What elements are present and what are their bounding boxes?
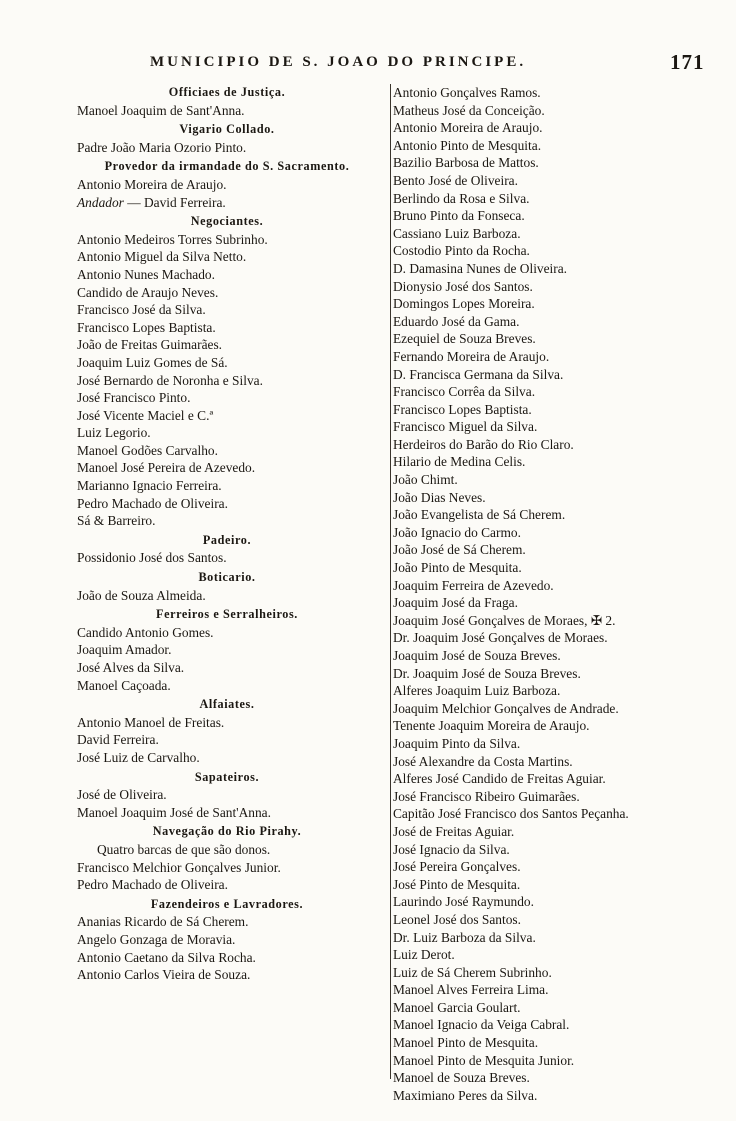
- list-item: Herdeiros do Barão do Rio Claro.: [393, 436, 574, 452]
- list-item: Antonio Pinto de Mesquita.: [393, 137, 542, 153]
- list-item: Berlindo da Rosa e Silva.: [393, 190, 530, 206]
- list-item: Luiz Legorio.: [77, 425, 151, 441]
- list-item: Antonio Carlos Vieira de Souza.: [77, 967, 251, 983]
- list-item: Antonio Gonçalves Ramos.: [393, 85, 541, 100]
- list-item: Francisco Lopes Baptista.: [77, 319, 216, 335]
- list-item: Pedro Machado de Oliveira.: [77, 495, 228, 511]
- section-boticario: [77, 567, 377, 604]
- section-heading: Boticario.: [198, 570, 256, 585]
- list-item: Sá & Barreiro.: [77, 513, 156, 529]
- list-item: Manoel Garcia Goulart.: [393, 999, 521, 1015]
- list-item: Alferes Joaquim Luiz Barboza.: [393, 683, 561, 699]
- list-item: Matheus José da Conceição.: [393, 102, 545, 118]
- list-item: Domingos Lopes Moreira.: [393, 296, 535, 312]
- section-navegacao: [77, 821, 377, 893]
- section-heading: Ferreiros e Serralheiros.: [156, 607, 298, 622]
- section-ferreiros: [77, 604, 377, 694]
- list-item: Joaquim Amador.: [77, 642, 172, 658]
- andador-name: — David Ferreira.: [127, 194, 226, 210]
- list-item: João Chimt.: [393, 472, 458, 488]
- list-item: Dr. Joaquim José de Souza Breves.: [393, 665, 581, 681]
- list-item: Angelo Gonzaga de Moravia.: [77, 931, 236, 947]
- list-item: José Alexandre da Costa Martins.: [393, 753, 573, 769]
- section-heading: Padeiro.: [202, 532, 252, 547]
- list-item: José Luiz de Carvalho.: [77, 749, 200, 765]
- list-item: Luiz Derot.: [393, 947, 455, 963]
- andador-line: [77, 194, 377, 212]
- list-item: Francisco José da Silva.: [77, 302, 206, 318]
- list-item: Francisco Melchior Gonçalves Junior.: [77, 859, 281, 875]
- list-item: D. Damasina Nunes de Oliveira.: [393, 260, 568, 276]
- right-column: [390, 84, 713, 1103]
- list-item: Joaquim Pinto da Silva.: [393, 735, 521, 751]
- list-item: Manoel Ignacio da Veiga Cabral.: [393, 1017, 570, 1033]
- list-item: Eduardo José da Gama.: [393, 313, 520, 329]
- list-item: Manoel de Souza Breves.: [393, 1070, 530, 1086]
- list-item: Pedro Machado de Oliveira.: [77, 877, 228, 893]
- list-item: Francisco Corrêa da Silva.: [393, 384, 536, 400]
- list-item: José de Oliveira.: [77, 787, 167, 803]
- list-item: José Bernardo de Noronha e Silva.: [77, 372, 263, 388]
- list-item: Manoel José Pereira de Azevedo.: [77, 460, 256, 476]
- list-item: Joaquim Ferreira de Azevedo.: [393, 577, 554, 593]
- list-item: Francisco Lopes Baptista.: [393, 401, 532, 417]
- list-item: D. Francisca Germana da Silva.: [393, 366, 564, 382]
- list-item: Manoel Caçoada.: [77, 677, 171, 693]
- section-provedor: [77, 156, 377, 211]
- section-sapateiros: [77, 767, 377, 822]
- list-item: Fernando Moreira de Araujo.: [393, 348, 550, 364]
- list-item: David Ferreira.: [77, 732, 159, 748]
- list-item: Costodio Pinto da Rocha.: [393, 243, 530, 259]
- list-item: Joaquim José da Fraga.: [393, 595, 518, 611]
- list-item: Antonio Moreira de Araujo.: [77, 176, 227, 192]
- section-heading: Negociantes.: [190, 214, 264, 229]
- list-item: Luiz de Sá Cherem Subrinho.: [393, 964, 552, 980]
- list-item: Antonio Nunes Machado.: [77, 266, 215, 282]
- left-column: [77, 84, 377, 984]
- list-item: Manoel Joaquim de Sant'Anna.: [77, 102, 245, 118]
- list-item: José Francisco Ribeiro Guimarães.: [393, 788, 580, 804]
- list-item: Hilario de Medina Celis.: [393, 454, 526, 470]
- list-item: João de Freitas Guimarães.: [77, 337, 223, 353]
- section-heading: Alfaiates.: [199, 697, 255, 712]
- list-item: Antonio Medeiros Torres Subrinho.: [77, 231, 268, 247]
- list-item: Manoel Pinto de Mesquita Junior.: [393, 1052, 575, 1068]
- list-item: Manoel Alves Ferreira Lima.: [393, 982, 549, 998]
- list-item: João de Souza Almeida.: [77, 587, 206, 603]
- list-item: Dr. Joaquim José Gonçalves de Moraes.: [393, 630, 608, 646]
- list-item: Manoel Pinto de Mesquita.: [393, 1035, 539, 1051]
- section-negociantes: [77, 211, 377, 530]
- list-item: Antonio Moreira de Araujo.: [393, 120, 543, 136]
- section-heading: Navegação do Rio Pirahy.: [152, 824, 302, 839]
- section-heading: Sapateiros.: [194, 769, 260, 784]
- section-heading: Provedor da irmandade do S. Sacramento.: [104, 159, 350, 174]
- list-item: Ezequiel de Souza Breves.: [393, 331, 536, 347]
- list-item: José Ignacio da Silva.: [393, 841, 510, 857]
- list-item: Joaquim Melchior Gonçalves de Andrade.: [393, 700, 619, 716]
- list-item: Francisco Miguel da Silva.: [393, 419, 538, 435]
- list-item: Manoel Joaquim José de Sant'Anna.: [77, 804, 271, 820]
- section-alfaiates: [77, 694, 377, 766]
- list-item: João Ignacio do Carmo.: [393, 524, 521, 540]
- list-item: Maximiano Peres da Silva.: [393, 1087, 538, 1103]
- list-item: Dr. Luiz Barboza da Silva.: [393, 929, 536, 945]
- section-heading: Vigario Collado.: [179, 122, 275, 137]
- list-item: Antonio Miguel da Silva Netto.: [77, 249, 247, 265]
- section-vigario: [77, 119, 377, 156]
- list-item: Cassiano Luiz Barboza.: [393, 225, 521, 241]
- list-item: Quatro barcas de que são donos.: [97, 841, 271, 857]
- andador-label: Andador: [77, 194, 124, 210]
- list-item: João Evangelista de Sá Cherem.: [393, 507, 566, 523]
- section-heading: Fazendeiros e Lavradores.: [150, 896, 304, 911]
- page-number: 171: [670, 50, 705, 74]
- list-item: Alferes José Candido de Freitas Aguiar.: [393, 771, 606, 787]
- list-item: Joaquim Luiz Gomes de Sá.: [77, 354, 228, 370]
- section-officiaes: [77, 84, 377, 119]
- list-item: José Vicente Maciel e C.ª: [77, 407, 214, 423]
- list-item: Candido Antonio Gomes.: [77, 624, 214, 640]
- section-heading: Officiaes de Justiça.: [168, 85, 286, 99]
- list-item: Joaquim José de Souza Breves.: [393, 648, 561, 663]
- list-item: José Alves da Silva.: [77, 660, 185, 675]
- list-item: Manoel Godões Carvalho.: [77, 442, 218, 458]
- list-item: Joaquim José Gonçalves de Moraes, ✠ 2.: [393, 612, 616, 628]
- list-item: João José de Sá Cherem.: [393, 542, 526, 558]
- list-item: Marianno Ignacio Ferreira.: [77, 478, 222, 494]
- list-item: Antonio Caetano da Silva Rocha.: [77, 949, 256, 965]
- list-item: João Dias Neves.: [393, 489, 486, 505]
- page-header-title: MUNICIPIO DE S. JOAO DO PRINCIPE.: [150, 54, 527, 70]
- section-fazendeiros: [77, 894, 377, 984]
- list-item: Padre João Maria Ozorio Pinto.: [77, 139, 247, 155]
- list-item: Possidonio José dos Santos.: [77, 550, 227, 566]
- list-item: Tenente Joaquim Moreira de Araujo.: [393, 718, 590, 734]
- list-item: Dionysio José dos Santos.: [393, 278, 533, 294]
- list-item: Laurindo José Raymundo.: [393, 894, 534, 910]
- section-padeiro: [77, 530, 377, 567]
- list-item: José de Freitas Aguiar.: [393, 823, 515, 839]
- list-item: Antonio Manoel de Freitas.: [77, 714, 225, 730]
- list-item: João Pinto de Mesquita.: [393, 560, 522, 576]
- list-item: José Francisco Pinto.: [77, 390, 191, 406]
- list-item: Leonel José dos Santos.: [393, 911, 521, 927]
- list-item: José Pereira Gonçalves.: [393, 859, 521, 875]
- list-item: Bazilio Barbosa de Mattos.: [393, 155, 539, 171]
- list-item: Candido de Araujo Neves.: [77, 284, 219, 300]
- list-item: Ananias Ricardo de Sá Cherem.: [77, 914, 249, 930]
- list-item: Bruno Pinto da Fonseca.: [393, 208, 525, 224]
- list-item: Capitão José Francisco dos Santos Peçanha.: [393, 806, 629, 822]
- list-item: Bento José de Oliveira.: [393, 172, 518, 188]
- list-item: José Pinto de Mesquita.: [393, 876, 521, 892]
